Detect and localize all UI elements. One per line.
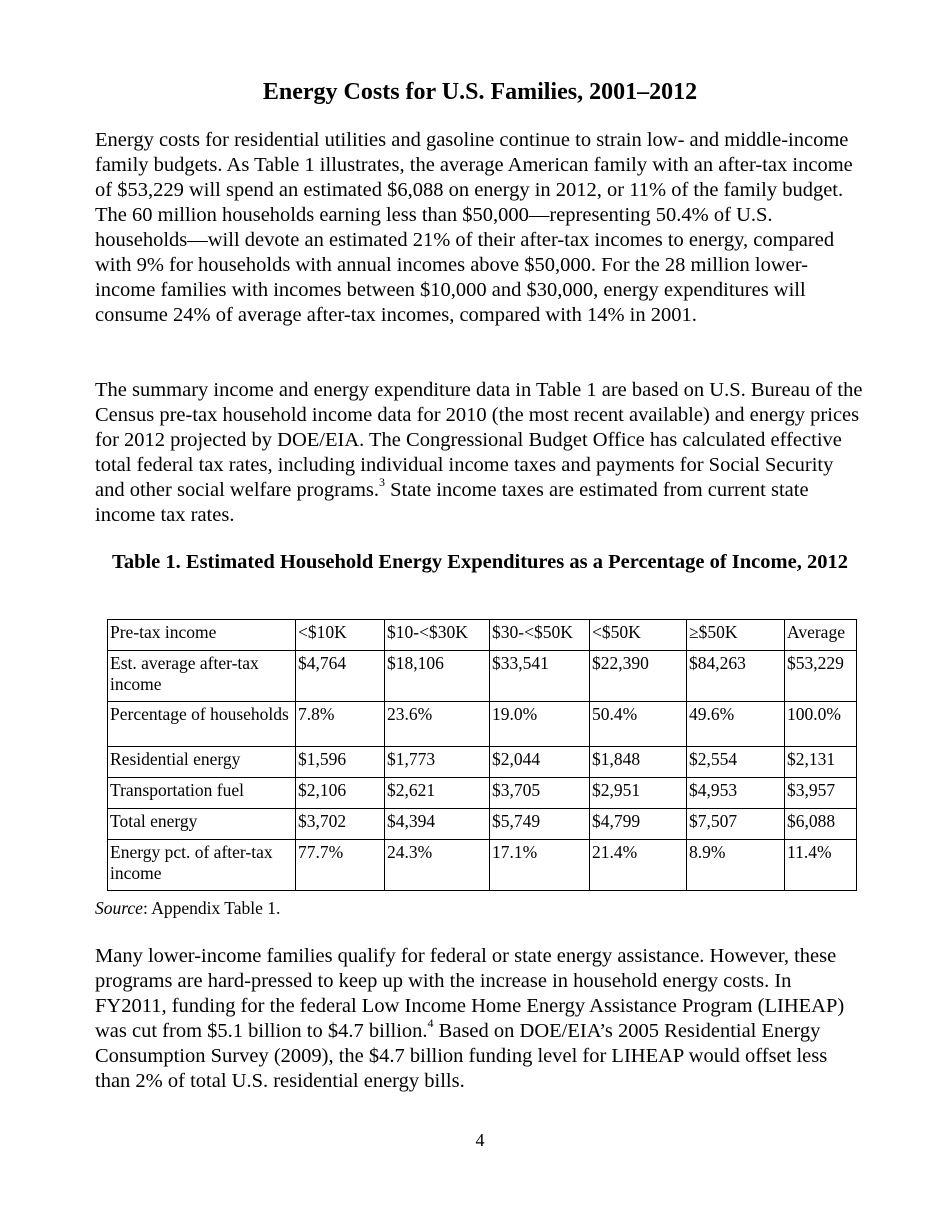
table-cell: 19.0% bbox=[490, 702, 590, 747]
table-cell: $2,044 bbox=[490, 747, 590, 778]
data-sources-paragraph bbox=[95, 378, 865, 528]
table-row-label: Transportation fuel bbox=[108, 778, 296, 809]
table-cell: 21.4% bbox=[590, 840, 687, 891]
table-cell: $1,848 bbox=[590, 747, 687, 778]
table-cell: 7.8% bbox=[296, 702, 385, 747]
table-cell: $2,106 bbox=[296, 778, 385, 809]
table-cell: $1,773 bbox=[385, 747, 490, 778]
page-title: Energy Costs for U.S. Families, 2001–2012 bbox=[262, 79, 698, 105]
table-header-cell: Pre-tax income bbox=[108, 620, 296, 651]
table-cell: 24.3% bbox=[385, 840, 490, 891]
table-cell: $84,263 bbox=[687, 651, 785, 702]
intro-paragraph: Energy costs for residential utilities and gasoline continue to strain low- and middle-income family budgets. As Table 1 illustrates, the average American family with an after-tax income of $53,229 will spend an estimated $6,088 on energy in 2012, or 11% of the family budget. The 60 million households earning less than $50,000—representing 50.4% of U.S. households—will devote an estimated 21% of their after-tax incomes to energy, compared with 9% for households with annual incomes above $50,000. For the 28 million lower-income families with incomes between $10,000 and $30,000, energy expenditures will consume 24% of average after-tax incomes, compared with 14% in 2001. bbox=[95, 129, 853, 326]
assistance-paragraph bbox=[95, 944, 865, 1094]
table-cell: $22,390 bbox=[590, 651, 687, 702]
table-cell: 17.1% bbox=[490, 840, 590, 891]
table-header-cell: Average bbox=[785, 620, 857, 651]
table-cell: $3,702 bbox=[296, 809, 385, 840]
assistance-text-cont: Based on DOE/EIA’s 2005 Residential Energy Consumption Survey (2009), the $4.7 billion funding level for LIHEAP would offset less than 2% of total U.S. residential energy bills. bbox=[95, 1020, 828, 1092]
table-row bbox=[108, 840, 857, 891]
table-header-cell: <$50K bbox=[590, 620, 687, 651]
page-number: 4 bbox=[475, 1130, 485, 1150]
table-row-label: Residential energy bbox=[108, 747, 296, 778]
table-header-cell: <$10K bbox=[296, 620, 385, 651]
assistance-text: Many lower-income families qualify for federal or state energy assistance. However, these programs are hard-pressed to keep up with the increase in household energy costs. In FY2011, funding for the federal Low Income Home Energy Assistance Program (LIHEAP) was cut from $5.1 billion to $4.7 billion. bbox=[95, 945, 845, 1042]
table-cell: $33,541 bbox=[490, 651, 590, 702]
table-row-label: Total energy bbox=[108, 809, 296, 840]
data-sources-text: The summary income and energy expenditure data in Table 1 are based on U.S. Bureau of the Census pre-tax household income data for 2010 (the most recent available) and energy prices for 2012 projected by DOE/EIA. The Congressional Budget Office has calculated effective total federal tax rates, including individual income taxes and payments for Social Security and other social welfare programs. bbox=[95, 379, 863, 501]
table-caption: Table 1. Estimated Household Energy Expenditures as a Percentage of Income, 2012 bbox=[112, 551, 848, 573]
data-sources-text-cont: State income taxes are estimated from current state income tax rates. bbox=[95, 479, 809, 526]
table-cell: $4,764 bbox=[296, 651, 385, 702]
table-cell: $2,951 bbox=[590, 778, 687, 809]
table-row-label: Percentage of households bbox=[108, 702, 296, 747]
footnote-ref-3[interactable]: 3 bbox=[379, 475, 386, 490]
table-cell: 49.6% bbox=[687, 702, 785, 747]
table-header-cell: $30-<$50K bbox=[490, 620, 590, 651]
table-cell: 100.0% bbox=[785, 702, 857, 747]
table-row bbox=[108, 702, 857, 747]
table-cell: 50.4% bbox=[590, 702, 687, 747]
table-cell: $2,554 bbox=[687, 747, 785, 778]
table-row-label: Energy pct. of after-tax income bbox=[108, 840, 296, 891]
table-cell: $2,131 bbox=[785, 747, 857, 778]
table-cell: $5,749 bbox=[490, 809, 590, 840]
table-cell: $3,705 bbox=[490, 778, 590, 809]
table-row bbox=[108, 651, 857, 702]
source-text: : Appendix Table 1. bbox=[142, 898, 281, 918]
table-cell: $6,088 bbox=[785, 809, 857, 840]
table-row bbox=[108, 747, 857, 778]
source-label: Source bbox=[95, 898, 143, 918]
energy-expenditure-table bbox=[107, 619, 857, 891]
table-source-note bbox=[95, 898, 280, 918]
table-cell: 8.9% bbox=[687, 840, 785, 891]
table-cell: $3,957 bbox=[785, 778, 857, 809]
footnote-ref-4[interactable]: 4 bbox=[427, 1016, 434, 1031]
table-row-label: Est. average after-tax income bbox=[108, 651, 296, 702]
table-cell: $7,507 bbox=[687, 809, 785, 840]
table-header-row bbox=[108, 620, 857, 651]
table-cell: $53,229 bbox=[785, 651, 857, 702]
table-cell: $4,953 bbox=[687, 778, 785, 809]
table-cell: 11.4% bbox=[785, 840, 857, 891]
table-row bbox=[108, 809, 857, 840]
table-cell: $18,106 bbox=[385, 651, 490, 702]
table-row bbox=[108, 778, 857, 809]
table-cell: 77.7% bbox=[296, 840, 385, 891]
table-header-cell: $10-<$30K bbox=[385, 620, 490, 651]
table-cell: 23.6% bbox=[385, 702, 490, 747]
table-header-cell: ≥$50K bbox=[687, 620, 785, 651]
table-cell: $4,394 bbox=[385, 809, 490, 840]
table-cell: $2,621 bbox=[385, 778, 490, 809]
table-cell: $1,596 bbox=[296, 747, 385, 778]
table-cell: $4,799 bbox=[590, 809, 687, 840]
